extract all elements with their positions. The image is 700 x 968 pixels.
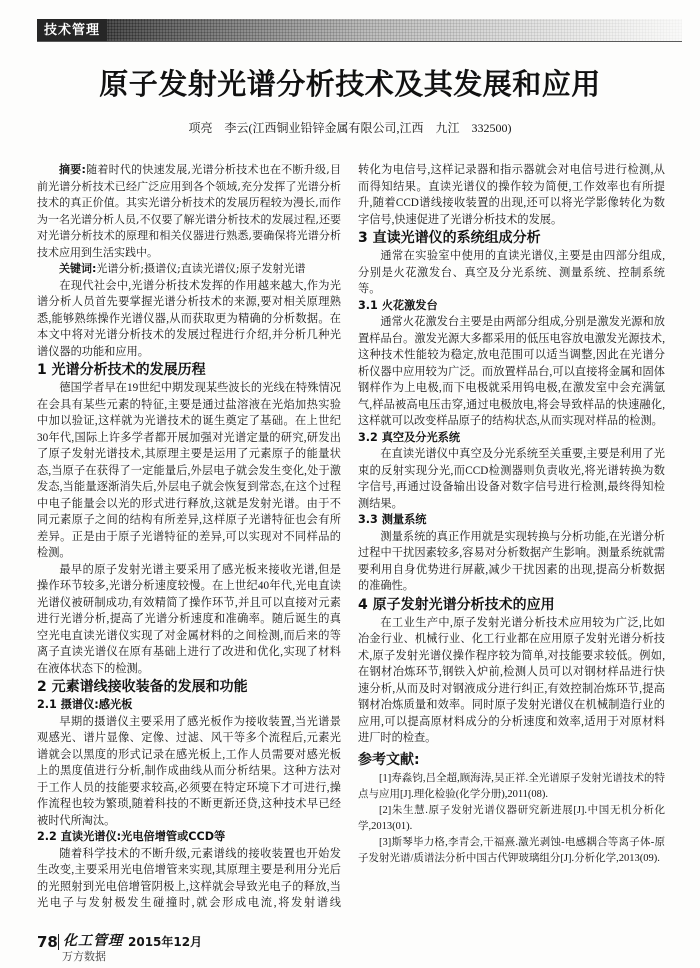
section-number: 1 bbox=[37, 362, 47, 378]
reference-item bbox=[358, 803, 665, 835]
reference-text: 朱生慧.原子发射光谱仪器研究新进展[J].中国无机分析化学,2013(01). bbox=[358, 804, 665, 832]
body-paragraph: 在直读光谱仪中真空及分光系统至关重要,主要是利用了光束的反射实现分光,而CCD检测器则负责收光,将光谱转换为数字信号,再通过设备输出设备对数字信号进行检测,最终得知检测结果。 bbox=[358, 448, 665, 510]
keywords-text: 光谱分析;摄谱仪;直读光谱仪;原子发射光谱 bbox=[96, 262, 306, 275]
section-number: 4 bbox=[358, 596, 368, 613]
reference-item bbox=[358, 771, 665, 803]
article-title: 原子发射光谱分析技术及其发展和应用 bbox=[99, 67, 601, 101]
subsection-number: 3.3 bbox=[358, 513, 378, 526]
abstract-text: 随着时代的快速发展,光谱分析技术也在不断升级,目前光谱分析技术已经广泛应用到各个领域,充分发挥了光谱分析技术的真正价值。其实光谱分析技术的发展历程较为漫长,而作为一名光谱分析人员,不仅要了解光谱分析技术的发展过程,还要对光谱分析技术的原理和相关仪器进行熟悉,要确保将光谱分析技术应用到生活实践中。 bbox=[37, 163, 341, 259]
subsection-title: 直读光谱仪:光电倍增管或CCD等 bbox=[60, 830, 226, 843]
byline bbox=[0, 120, 700, 136]
reference-text: 寿淼钧,吕全超,顾海涛,吴正祥.全光谱原子发射光谱技术的特点与应用[J].理化检验(化学分册),2011(08). bbox=[358, 772, 665, 800]
references-heading: 参考文献: bbox=[358, 751, 420, 768]
subsection-heading bbox=[37, 697, 341, 714]
section-heading bbox=[358, 229, 665, 248]
body-paragraph: 最早的原子发射光谱主要采用了感光板来接收光谱,但是操作环节较多,光谱分析速度较慢。在上世纪40年代,光电直读光谱仪被研制成功,有效精简了操作环节,并且可以直接对元素进行光谱分析,提高了光谱分析速度和准确率。随后诞生的真空光电直读光谱仪实现了对金属材料的之间检测,而后来的等离子直读光谱仪在原有基础上进行了改进和优化,实现了材料在液体状态下的检测。 bbox=[37, 563, 341, 675]
section-number: 3 bbox=[358, 230, 368, 246]
journal-logo: 化工管理 bbox=[63, 933, 123, 949]
body-paragraph: 通常火花激发台主要是由两部分组成,分别是激发光源和放置样品台。激发光源大多都采用的低压电容放电激发光源技术,这种技术性能较为稳定,放电范围可以适当调整,因此在光谱分析仪器中应用较为广泛。而放置样品台,可以直接将金属和固体钢样作为上电极,而下电极就采用钨电极,在激发室中会充满氩气,样品被高电压击穿,通过电极放电,将会导致样品的快速融化,这样就可以改变样品原子的结构状态,从而实现对样品的检测。 bbox=[358, 316, 665, 427]
section-number: 2 bbox=[37, 679, 47, 695]
subsection-title: 火花激发台 bbox=[381, 298, 438, 312]
subsection-heading bbox=[358, 512, 665, 529]
keywords bbox=[37, 261, 341, 278]
subsection-title: 测量系统 bbox=[381, 513, 427, 526]
body-paragraph-continued: 转化为电信号,这样记录器和指示器就会对电信号进行检测,从而得知结果。直读光谱仪的操作较为简便,工作效率也有所提升,随着CCD谱线接收装置的出现,还可以将光学影像转化为数字信号,快速促进了光谱分析技术的发展。 bbox=[358, 164, 665, 226]
subsection-heading bbox=[37, 829, 341, 846]
section-label: 技术管理 bbox=[37, 19, 107, 41]
section-heading bbox=[37, 678, 341, 697]
subsection-heading bbox=[358, 298, 665, 315]
banner-halftone-decoration bbox=[107, 19, 682, 41]
section-title: 光谱分析技术的发展历程 bbox=[51, 362, 206, 378]
page-number: 78 bbox=[37, 933, 58, 951]
body-paragraph: 测量系统的真正作用就是实现转换与分析功能,在光谱分析过程中干扰因素较多,容易对分析数据产生影响。测量系统就需要利用自身优势进行屏蔽,减少干扰因素的出现,提高分析数据的准确性。 bbox=[358, 530, 665, 592]
subsection-number: 3.2 bbox=[358, 430, 378, 444]
section-title: 直读光谱仪的系统组成分析 bbox=[372, 230, 541, 246]
intro-paragraph: 在现代社会中,光谱分析技术发挥的作用越来越大,作为光谱分析人员首先要掌握光谱分析技术的来源,要对相关原理熟悉,能够熟练操作光谱仪器,从而获取更为精确的分析数据。在本文中将对光谱分析技术的发展过程进行介绍,并分析几种光谱仪器的功能和应用。 bbox=[37, 279, 341, 358]
section-title: 元素谱线接收装备的发展和功能 bbox=[51, 679, 248, 695]
footer-separator bbox=[58, 934, 59, 950]
section-banner bbox=[37, 19, 682, 42]
database-watermark: 万方数据 bbox=[62, 950, 106, 963]
reference-label: [2] bbox=[379, 804, 392, 816]
body-paragraph: 在工业生产中,原子发射光谱分析技术应用较为广泛,比如冶金行业、机械行业、化工行业都在应用原子发射光谱分析技术,原子发射光谱仪操作程序较为简单,对技能要求较低。例如,在钢材冶炼环节,钢铁入炉前,检测人员可以对钢材样品进行快速分析,从而及时对钢液成分进行纠正,有效控制冶炼环节,提高钢材冶炼质量和效率。同时原子发射光谱仪在机械制造行业的应用,可以提高原材料成分的分析速度和效率,适用于对原材料进厂时的检查。 bbox=[358, 616, 665, 744]
author-name: 李云 bbox=[224, 121, 249, 135]
subsection-number: 2.1 bbox=[37, 698, 57, 711]
reference-item bbox=[358, 835, 665, 867]
keywords-label: 关键词: bbox=[59, 262, 97, 275]
section-heading bbox=[37, 361, 341, 380]
subsection-title: 摄谱仪:感光板 bbox=[60, 698, 133, 711]
author-affiliation: (江西铜业铅锌金属有限公司,江西 九江 332500) bbox=[248, 121, 512, 135]
body-paragraph: 通常在实验室中使用的直读光谱仪,主要是由四部分组成,分别是火花激发台、真空及分光系统、测量系统、控制系统等。 bbox=[358, 250, 665, 295]
body-paragraph: 早期的摄谱仪主要采用了感光板作为接收装置,当光谱景观感光、谱片显像、定像、过滤、风干等多个流程后,元素光谱就会以黑度的形式记录在感光板上,工作人员需要对感光板上的黑度值进行分析,制作成曲线从而分析结果。这种方法对于工作人员的技能要求较高,必须要在特定环境下才可进行,操作流程也较为繁琐,随着科技的不断更新还贷,这种技术早已经被时代所淘汰。 bbox=[37, 715, 341, 827]
reference-label: [3] bbox=[379, 836, 392, 848]
reference-text: 斯琴毕力格,李青会,干福熹.激光剥蚀-电感耦合等离子体-原子发射光谱/质谱法分析中国古代钾玻璃组分[J].分析化学,2013(09). bbox=[358, 836, 665, 864]
issue-date: 2015年12月 bbox=[128, 935, 203, 949]
left-column bbox=[37, 162, 341, 930]
subsection-title: 真空及分光系统 bbox=[381, 430, 461, 444]
abstract-label: 摘要: bbox=[59, 163, 86, 176]
subsection-number: 2.2 bbox=[37, 830, 57, 843]
subsection-heading bbox=[358, 430, 665, 447]
abstract bbox=[37, 162, 341, 261]
subsection-number: 3.1 bbox=[358, 298, 378, 312]
body-paragraph: 德国学者早在19世纪中期发现某些波长的光线在特殊情况在会具有某些元素的特征,主要是通过盐溶液在光焰加热实验中加以验证,这样就为光谱技术的诞生奠定了基础。在上世纪30年代,国际上许多学者都开展加强对光谱定量的研究,研发出了原子发射光谱技术,其原理主要是运用了元素原子的能量状态,当原子在获得了一定能量后,外层电子就会发生变化,处于激发态,当能量逐渐消失后,外层电子就会恢复到常态,在这个过程中电子能量会以光的形式进行释放,这就是发射光谱。由于不同元素原子之间的结构有所差异,这样原子光谱特征也会有所差异。正是由于原子光谱特征的差异,可以实现对不同样品的检测。 bbox=[37, 382, 341, 559]
right-column bbox=[358, 162, 665, 930]
body-paragraph-start: 随着科学技术的不断升级,元素谱线的接收装置也开始发生改变,主要采用光电倍增管来实现,其原理主要是利用分光后的光照射到光电倍增管阴极上,这样就会导致光电子的释放,当光电子与发射极发生碰撞时,就会形成电流,将发射谱线 bbox=[37, 847, 341, 909]
reference-label: [1] bbox=[379, 772, 392, 784]
section-heading bbox=[358, 596, 665, 615]
author-name: 项亮 bbox=[188, 121, 213, 135]
section-title: 原子发射光谱分析技术的应用 bbox=[372, 596, 555, 613]
